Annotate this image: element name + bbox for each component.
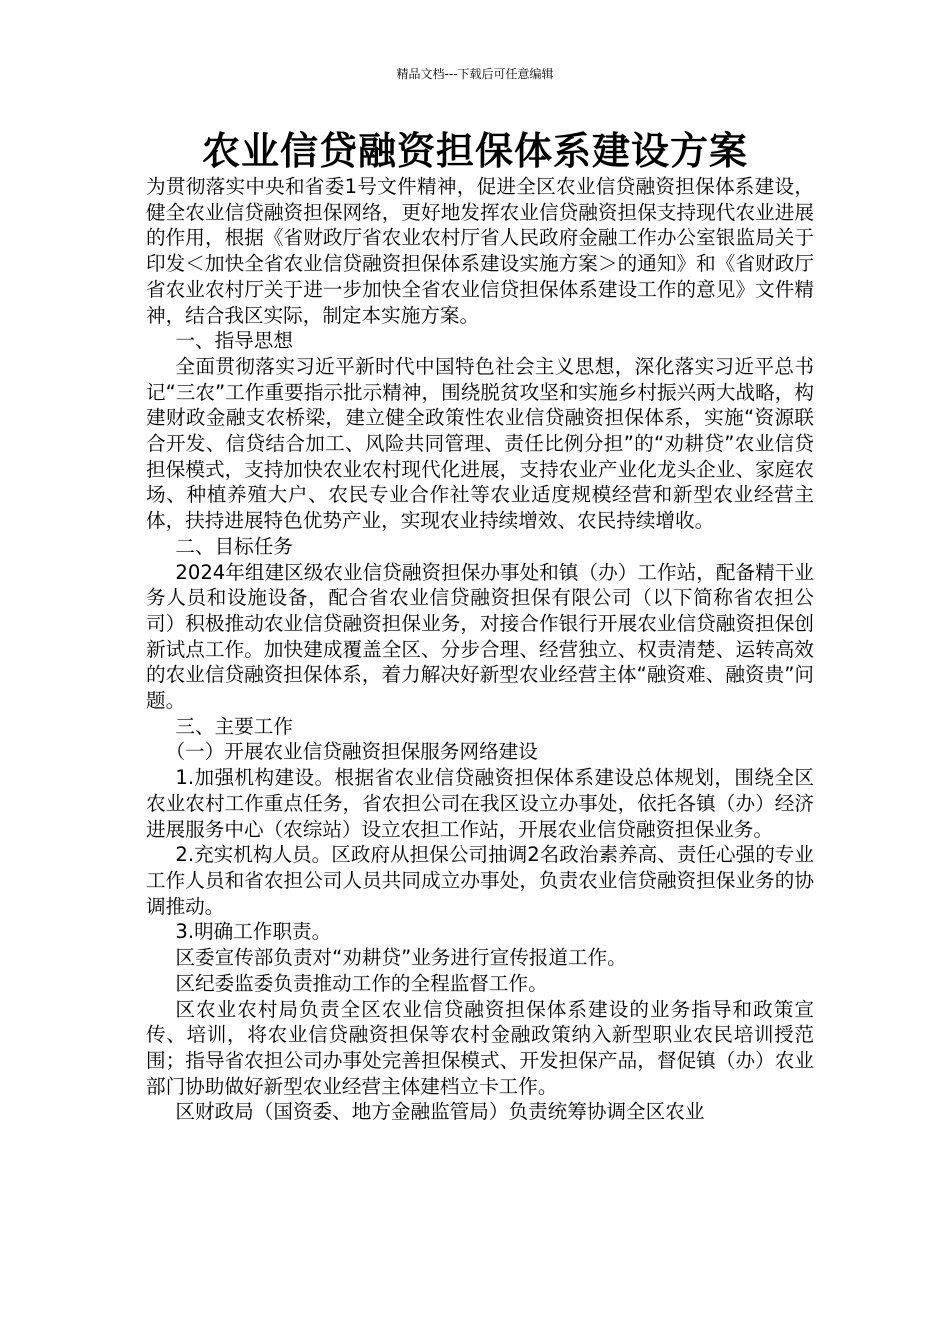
duty-propaganda-department: 区委宣传部负责对“劝耕贷”业务进行宣传报道工作。 <box>175 946 627 970</box>
document-title: 农业信贷融资担保体系建设方案 <box>201 129 748 173</box>
duty-finance-bureau: 区财政局（国资委、地方金融监管局）负责统筹协调全区农业 <box>175 1100 705 1124</box>
section-heading-main-work: 三、主要工作 <box>175 714 293 738</box>
item-staffing: 2.充实机构人员。区政府从担保公司抽调2名政治素养高、责任心强的专业工作人员和省农担公司人员共同成立办事处，负责农业信贷融资担保业务的协调推动。 <box>146 843 814 918</box>
item-responsibilities: 3.明确工作职责。 <box>175 920 332 944</box>
subsection-heading-network: （一）开展农业信贷融资担保服务网络建设 <box>165 740 538 764</box>
header-note: 精品文档---下载后可任意编辑 <box>396 67 554 81</box>
guiding-ideology-paragraph: 全面贯彻落实习近平新时代中国特色社会主义思想，深化落实习近平总书记“三农”工作重要指示批示精神，围绕脱贫攻坚和实施乡村振兴两大战略，构建财政金融支农桥梁，建立健全政策性农业信贷融资担保体系，实施“资源联合开发、信贷结合加工、风险共同管理、责任比例分担”的“劝耕贷”农业信贷担保模式，支持加快农业农村现代化进展，支持农业产业化龙头企业、家庭农场、种植养殖大户、农民专业合作社等农业适度规模经营和新型农业经营主体，扶持进展特色优势产业，实现农业持续增效、农民持续增收。 <box>146 354 814 533</box>
section-heading-guiding-ideology: 一、指导思想 <box>175 329 293 353</box>
duty-agriculture-bureau: 区农业农村局负责全区农业信贷融资担保体系建设的业务指导和政策宣传、培训，将农业信贷融资担保等农村金融政策纳入新型职业农民培训授范围；指导省农担公司办事处完善担保模式、开发担保产品，督促镇（办）农业部门协助做好新型农业经营主体建档立卡工作。 <box>146 997 814 1098</box>
goals-paragraph: 2024年组建区级农业信贷融资担保办事处和镇（办）工作站，配备精干业务人员和设施设备，配合省农业信贷融资担保有限公司（以下简称省农担公司）积极推动农业信贷融资担保业务，对接合作银行开展农业信贷融资担保创新试点工作。加快建成覆盖全区、分步合理、经营独立、权责清楚、运转高效的农业信贷融资担保体系，着力解决好新型农业经营主体“融资难、融资贵”问题。 <box>146 560 814 713</box>
duty-discipline-commission: 区纪委监委负责推动工作的全程监督工作。 <box>175 971 548 995</box>
intro-paragraph: 为贯彻落实中央和省委1号文件精神，促进全区农业信贷融资担保体系建设，健全农业信贷融资担保网络，更好地发挥农业信贷融资担保支持现代农业进展的作用，根据《省财政厅省农业农村厅省人民政府金融工作办公室银监局关于印发＜加快全省农业信贷融资担保体系建设实施方案＞的通知》和《省财政厅省农业农村厅关于进一步加快全省农业信贷担保体系建设工作的意见》文件精神，结合我区实际，制定本实施方案。 <box>146 175 814 327</box>
section-heading-goals: 二、目标任务 <box>175 534 293 558</box>
document-body <box>146 174 814 1125</box>
item-institution-building: 1.加强机构建设。根据省农业信贷融资担保体系建设总体规划，围绕全区农业农村工作重点任务，省农担公司在我区设立办事处，依托各镇（办）经济进展服务中心（农综站）设立农担工作站，开展农业信贷融资担保业务。 <box>146 766 814 841</box>
